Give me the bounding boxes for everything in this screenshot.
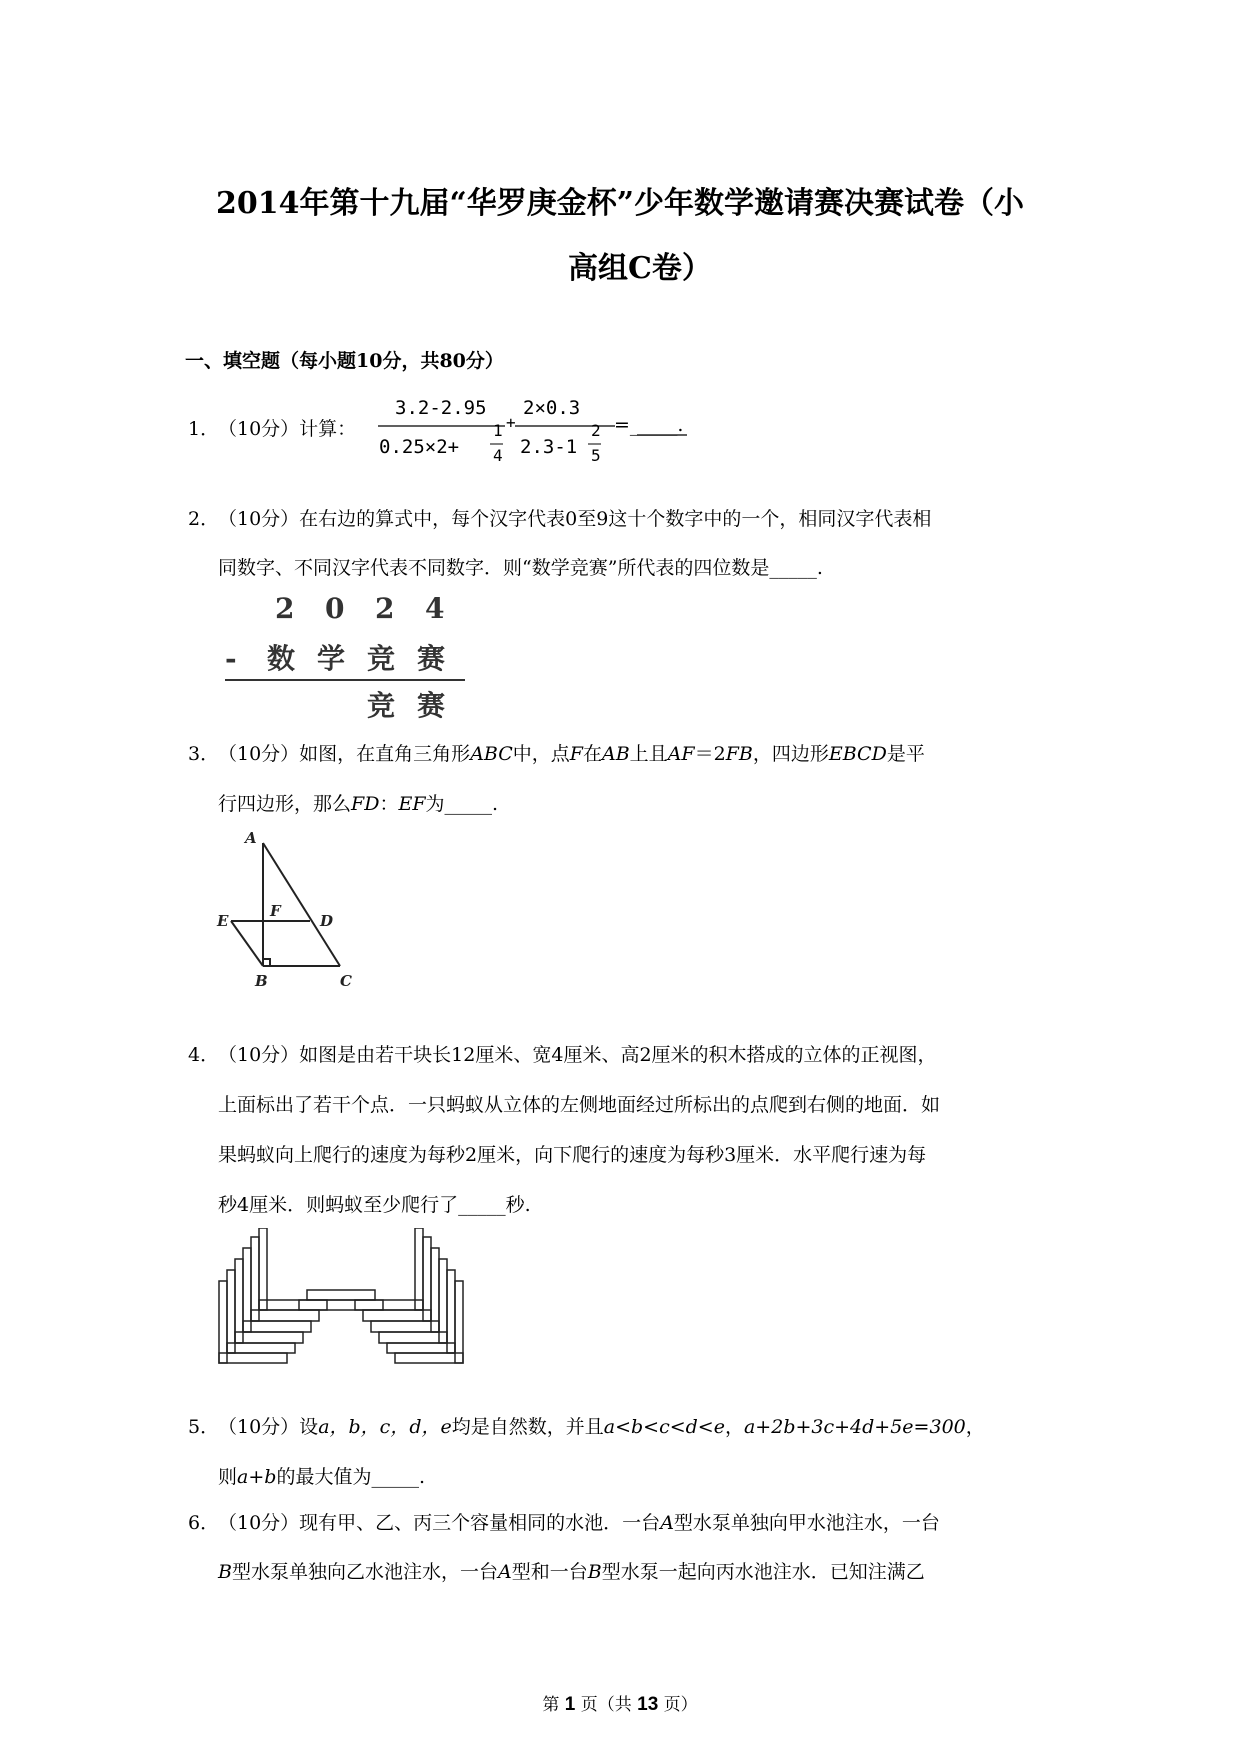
label-F: F	[270, 902, 281, 920]
fig-digit: 0	[325, 592, 345, 625]
question-text-line2: 上面标出了若干个点．一只蚂蚁从立体的左侧地面经过所标出的点爬到右侧的地面．如	[218, 1094, 941, 1116]
fig-char: 竞	[367, 642, 396, 675]
q1-frac2-sub-num: 2	[591, 421, 601, 440]
footer-text: 页（共	[580, 1695, 632, 1715]
math-var: ABC	[470, 743, 513, 765]
q4-blocks-figure	[215, 1228, 465, 1368]
fig-digit: 4	[425, 592, 445, 625]
q1-frac1-sub-num: 1	[493, 421, 503, 440]
text-run: 型水泵一起向丙水池注水．已知注满乙	[601, 1561, 925, 1583]
math-var: EBCD	[828, 743, 887, 765]
text-run: ，	[965, 1416, 985, 1438]
text-run: 中，点	[512, 743, 570, 765]
text-run: ，	[724, 1416, 744, 1438]
question-text-line3: 果蚂蚁向上爬行的速度为每秒2厘米，向下爬行的速度为每秒3厘米．水平爬行速为每	[218, 1144, 927, 1166]
fig-char: 学	[317, 642, 346, 675]
text-run: 则	[218, 1466, 238, 1488]
footer-text: 第	[542, 1695, 560, 1715]
q1-frac1-numerator: 3.2-2.95	[395, 397, 487, 419]
math-var: B	[218, 1561, 232, 1583]
math-var: AF	[667, 743, 695, 765]
fig-char: 赛	[417, 642, 446, 675]
fig-digit: 2	[375, 592, 395, 625]
math-var: EF	[398, 793, 426, 815]
label-A: A	[245, 829, 257, 847]
question-number: 6．	[188, 1512, 220, 1534]
fig-char: 竞	[367, 689, 396, 720]
label-C: C	[340, 972, 352, 990]
question-text-line1: （10分）如图是由若干块长12厘米、宽4厘米、高2厘米的积木搭成的立体的正视图，	[218, 1044, 937, 1066]
page-title-line2: 高组C卷）	[568, 251, 712, 286]
text-run: 型水泵单独向乙水池注水，一台	[231, 1561, 498, 1583]
math-var: FB	[725, 743, 753, 765]
fig-digit: 2	[275, 592, 295, 625]
question-text-line1: （10分）在右边的算式中，每个汉字代表0至9这十个数字中的一个，相同汉字代表相	[218, 508, 932, 530]
text-run: 型水泵单独向甲水池注水，一台	[673, 1512, 940, 1534]
math-var: B	[587, 1561, 602, 1583]
text-run: 均是自然数，并且	[451, 1416, 604, 1438]
label-B: B	[255, 972, 268, 990]
text-run: （10分）如图，在直角三角形	[218, 743, 471, 765]
math-expression: a+b	[237, 1466, 277, 1488]
q1-plus: +	[506, 413, 516, 432]
question-text-line2	[218, 1462, 425, 1489]
q1-frac1-sub-den: 4	[493, 446, 503, 465]
footer-total-pages: 13	[637, 1694, 659, 1715]
question-text-line1	[218, 739, 925, 766]
question-number: 5．	[188, 1416, 220, 1438]
q2-subtraction-figure	[220, 590, 480, 720]
question-number: 3．	[188, 743, 220, 765]
page-footer	[0, 1690, 1240, 1716]
text-run: 行四边形，那么	[218, 793, 352, 815]
q1-frac1-denominator: 0.25×2+	[379, 436, 460, 458]
q1-answer-blank: =_____.	[614, 414, 684, 436]
text-run: 上且	[629, 743, 668, 765]
question-text-line1	[218, 1508, 940, 1535]
math-var: A	[497, 1561, 512, 1583]
q1-frac2-sub-den: 5	[591, 446, 601, 465]
text-run: ＝2	[694, 743, 726, 765]
math-var: A	[660, 1512, 674, 1534]
question-text-line2	[218, 789, 498, 816]
text-run: 是平	[886, 743, 925, 765]
text-run: ：	[379, 793, 399, 815]
question-text-line2: 同数字、不同汉字代表不同数字．则“数学竞赛”所代表的四位数是_____.	[218, 557, 823, 579]
footer-page-number: 1	[564, 1694, 576, 1715]
text-run: （10分）现有甲、乙、丙三个容量相同的水池．一台	[218, 1512, 661, 1534]
question-text-line1	[218, 1412, 985, 1439]
text-run: 型和一台	[511, 1561, 588, 1583]
question-number: 2．	[188, 508, 220, 530]
footer-text: 页）	[663, 1695, 698, 1715]
fig-minus-sign: -	[225, 642, 237, 675]
text-run: ，四边形	[752, 743, 829, 765]
math-var: FD	[351, 793, 380, 815]
text-run: 的最大值为_____.	[276, 1466, 425, 1488]
fig-char: 数	[267, 642, 296, 675]
fig-char: 赛	[417, 689, 446, 720]
question-text-line4: 秒4厘米．则蚂蚁至少爬行了_____秒.	[218, 1194, 531, 1216]
text-run: 在	[582, 743, 602, 765]
text-run: （10分）设	[218, 1416, 319, 1438]
q3-triangle-figure	[215, 828, 365, 998]
question-text-line2	[218, 1557, 925, 1584]
label-E: E	[217, 912, 229, 930]
math-var: AB	[601, 743, 630, 765]
section-heading: 一、填空题（每小题10分，共80分）	[185, 350, 504, 372]
page-title-line1: 2014年第十九届“华罗庚金杯”少年数学邀请赛决赛试卷（小	[215, 186, 1024, 221]
q1-frac2-numerator: 2×0.3	[523, 397, 581, 419]
label-D: D	[320, 912, 334, 930]
math-var: F	[569, 743, 583, 765]
text-run: 为_____.	[425, 793, 499, 815]
question-number: 4．	[188, 1044, 220, 1066]
question-text: （10分）计算：	[218, 418, 357, 440]
math-expression: a+2b+3c+4d+5e=300	[743, 1416, 966, 1438]
math-var: a，b，c，d，e	[318, 1416, 452, 1438]
math-expression: a<b<c<d<e	[603, 1416, 725, 1438]
question-number: 1．	[188, 418, 220, 440]
q1-frac2-denominator: 2.3-1	[520, 436, 578, 458]
